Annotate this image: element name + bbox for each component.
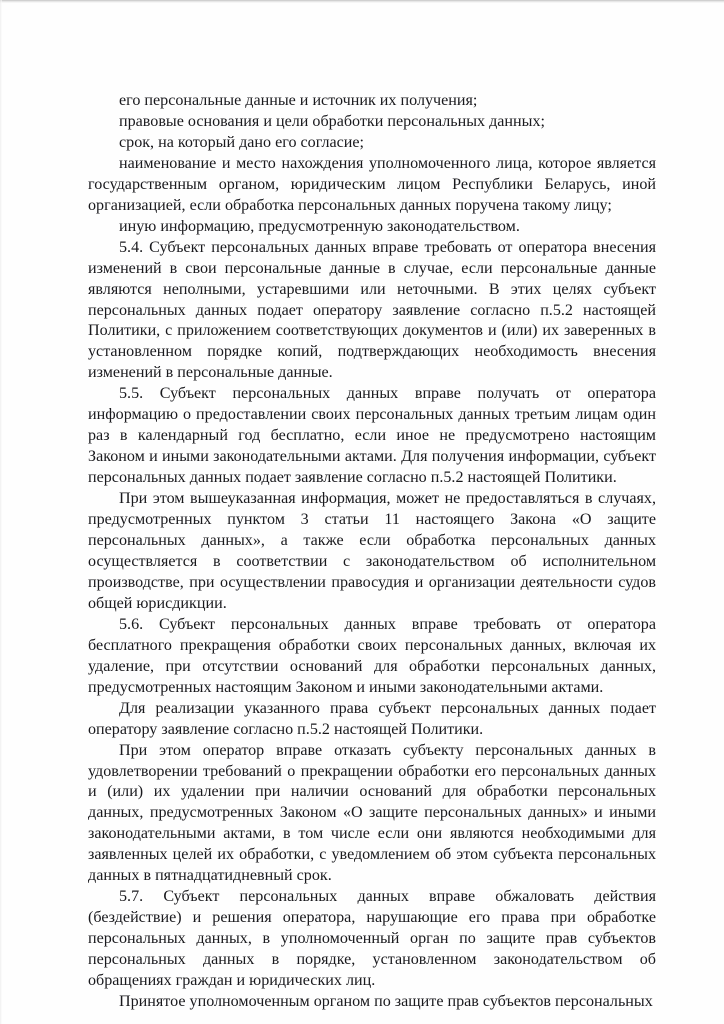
paragraph-clause-5-5: 5.5. Субъект персональных данных вправе получать от оператора информацию о предоставлении своих персональных данных третьим лицам один раз в календарный год бесплатно, если иное не предусмотрено настоящим Законом и иными законодательными актами. Для получения информации, субъект персональных данных подает заявление согласно п.5.2 настоящей Политики. [88, 385, 656, 487]
paragraph-clause-5-7-decision: Принятое уполномоченным органом по защите прав субъектов персональных [119, 992, 653, 1010]
scan-edge-top [0, 0, 724, 3]
document-text-body [88, 91, 656, 1013]
paragraph-list-item-other-info: иную информацию, предусмотренную законодательством. [119, 217, 520, 235]
paragraph-list-item-legal-basis: правовые основания и цели обработки персональных данных; [119, 112, 545, 130]
paragraph-list-item-term: срок, на который дано его согласие; [119, 133, 365, 151]
paragraph-list-item-authorized-person: наименование и место нахождения уполномоченного лица, которое является государственным органом, юридическим лицом Республики Беларусь, иной организацией, если обработка персональных данных поручена такому лицу; [88, 154, 656, 214]
paragraph-clause-5-4: 5.4. Субъект персональных данных вправе требовать от оператора внесения изменений в свои персональные данные в случае, если персональные данные являются неполными, устаревшими или неточными. В этих целях субъект персональных данных подает оператору заявление согласно п.5.2 настоящей Политики, с приложением соответствующих документов и (или) их заверенных в установленном порядке копий, подтверждающих необходимость внесения изменений в персональные данные. [88, 238, 656, 382]
paragraph-clause-5-6-refusal: При этом оператор вправе отказать субъекту персональных данных в удовлетворении требований о прекращении обработки его персональных данных и (или) их удалении при наличии оснований для обработки персональных данных, предусмотренных Законом «О защите персональных данных» и иными законодательными актами, в том числе если они являются необходимыми для заявленных целей их обработки, с уведомлением об этом субъекта персональных данных в пятнадцатидневный срок. [88, 741, 656, 885]
paragraph-clause-5-7: 5.7. Субъект персональных данных вправе обжаловать действия (бездействие) и решения оператора, нарушающие его права при обработке персональных данных, в уполномоченный орган по защите прав субъектов персональных данных в порядке, установленном законодательством об обращениях граждан и юридических лиц. [88, 888, 656, 990]
paragraph-list-item-source: его персональные данные и источник их получения; [119, 92, 478, 109]
paragraph-clause-5-6: 5.6. Субъект персональных данных вправе требовать от оператора бесплатного прекращения обработки своих персональных данных, включая их удаление, при отсутствии оснований для обработки персональных данных, предусмотренных настоящим Законом и иными законодательными актами. [88, 615, 656, 696]
scan-edge-left [0, 0, 2, 1024]
paragraph-clause-5-5-exception: При этом вышеуказанная информация, может не предоставляться в случаях, предусмотренных пунктом 3 статьи 11 настоящего Закона «О защите персональных данных», а также если обработка персональных данных осуществляется в соответствии с законодательством об исполнительном производстве, при осуществлении правосудия и организации деятельности судов общей юрисдикции. [88, 490, 656, 612]
paragraph-clause-5-6-procedure: Для реализации указанного права субъект персональных данных подает оператору заявление согласно п.5.2 настоящей Политики. [88, 699, 656, 738]
